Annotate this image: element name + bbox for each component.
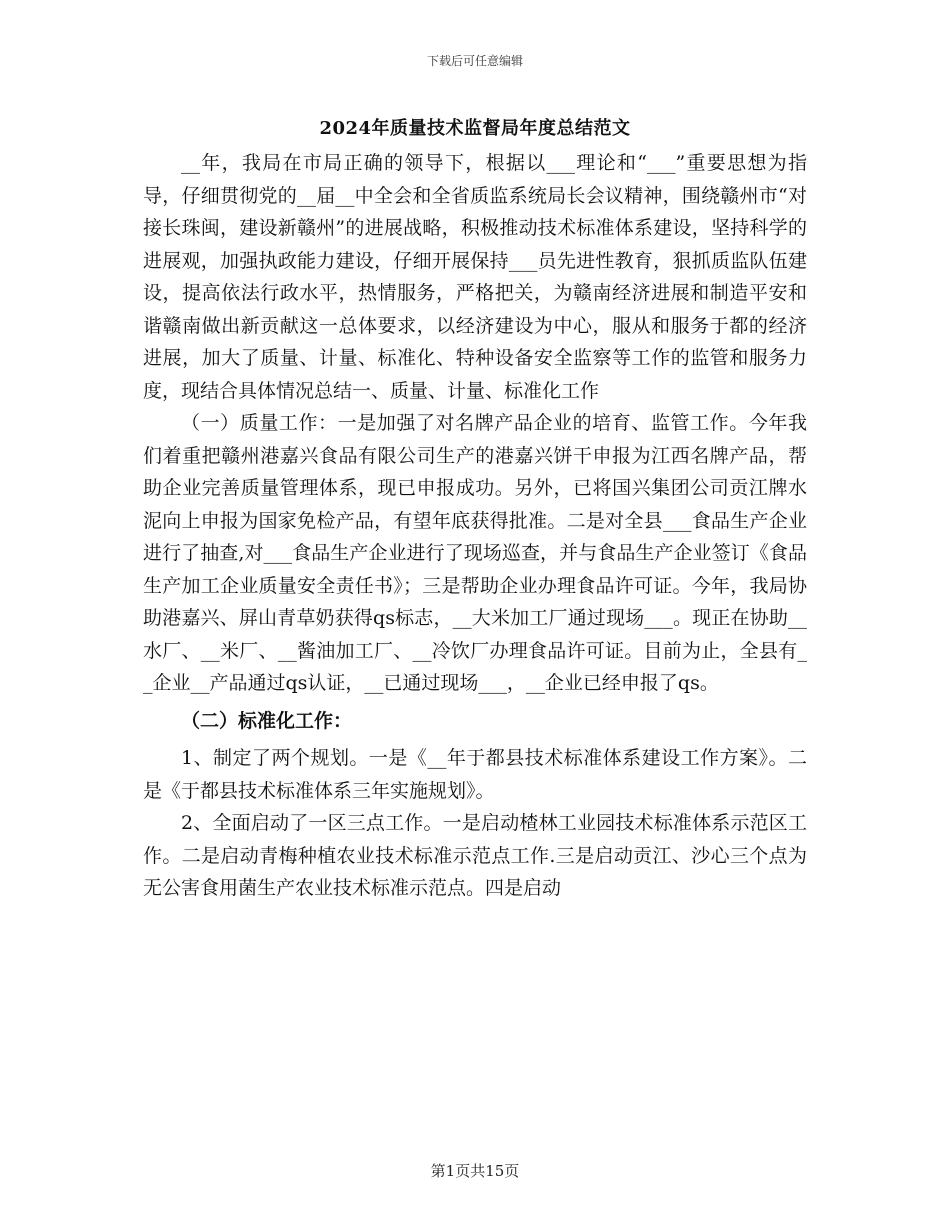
page-number: 第1页共15页 <box>430 1162 520 1180</box>
paragraph-quality-work: （一）质量工作：一是加强了对名牌产品企业的培育、监管工作。今年我们着重把赣州港嘉兴食品有限公司生产的港嘉兴饼干申报为江西名牌产品，帮助企业完善质量管理体系，现已申报成功。另外，已将国兴集团公司贡江牌水泥向上申报为国家免检产品，有望年底获得批准。二是对全县___食品生产企业进行了抽查,对___食品生产企业进行了现场巡查，并与食品生产企业签订《食品生产加工企业质量安全责任书》；三是帮助企业办理食品许可证。今年，我局协助港嘉兴、屏山青草奶获得qs标志，__大米加工厂通过现场___。现正在协助__水厂、__米厂、__酱油加工厂、__冷饮厂办理食品许可证。目前为止，全县有__企业__产品通过qs认证，__已通过现场___，__企业已经申报了qs。 <box>143 412 807 694</box>
document-title: 2024年质量技术监督局年度总结范文 <box>319 118 631 139</box>
paragraph-plans: 1、制定了两个规划。一是《__年于都县技术标准体系建设工作方案》。二是《于都县技术标准体系三年实施规划》。 <box>143 747 807 802</box>
paragraph-intro: __年，我局在市局正确的领导下，根据以___理论和“___”重要思想为指导，仔细贯彻党的__届__中全会和全省质监系统局长会议精神，围绕赣州市“对接长珠闽，建设新赣州”的进展战略，积极推动技术标准体系建设，坚持科学的进展观，加强执政能力建设，仔细开展保持___员先进性教育，狠抓质监队伍建设，提高依法行政水平，热情服务，严格把关，为赣南经济进展和制造平安和谐赣南做出新贡献这一总体要求，以经济建设为中心，服从和服务于都的经济进展，加大了质量、计量、标准化、特种设备安全监察等工作的监管和服务力度，现结合具体情况总结一、质量、计量、标准化工作 <box>143 152 807 402</box>
paragraph-demo-zones: 2、全面启动了一区三点工作。一是启动楂林工业园技术标准体系示范区工作。二是启动青梅种植农业技术标准示范点工作.三是启动贡江、沙心三个点为无公害食用菌生产农业技术标准示范点。四是启动 <box>143 812 807 899</box>
page-header-note: 下载后可任意编辑 <box>426 54 523 68</box>
document-body <box>143 147 807 905</box>
section-heading-standardization: （二）标准化工作： <box>181 709 353 732</box>
